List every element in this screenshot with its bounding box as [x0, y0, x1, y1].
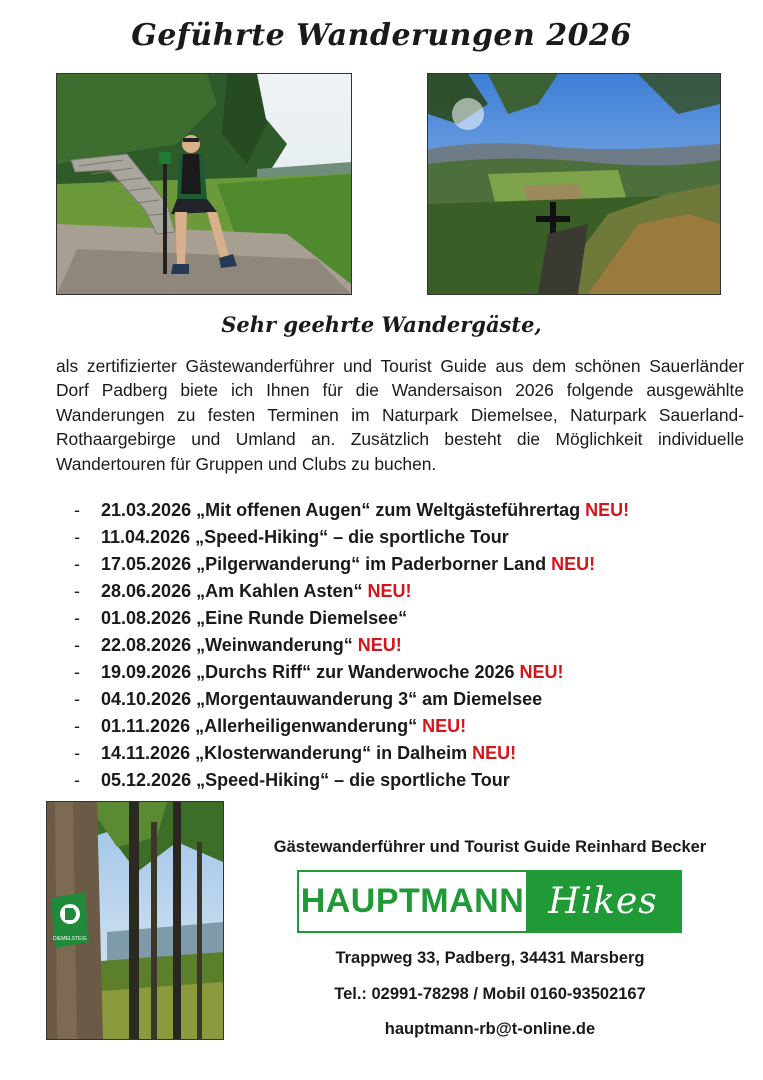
list-item — [74, 743, 714, 770]
hike-list — [74, 500, 714, 797]
new-badge: NEU! — [585, 500, 630, 520]
hauptmann-hikes-logo — [297, 870, 682, 933]
photo-hiker-on-bench — [56, 73, 352, 295]
list-bullet: - — [74, 662, 80, 682]
photo-valley-landscape — [427, 73, 721, 295]
list-item — [74, 608, 714, 635]
hike-text: 11.04.2026 „Speed-Hiking“ – die sportliche Tour — [101, 527, 509, 547]
hike-text: 05.12.2026 „Speed-Hiking“ – die sportliche Tour — [101, 770, 510, 790]
page-title: Geführte Wanderungen 2026 — [131, 18, 632, 53]
hike-text: 01.08.2026 „Eine Runde Diemelsee“ — [101, 608, 408, 628]
list-item — [74, 581, 714, 608]
guide-name: Gästewanderführer und Tourist Guide Reinhard Becker — [273, 838, 707, 856]
list-bullet: - — [74, 581, 80, 601]
intro-paragraph: als zertifizierter Gästewanderführer und Tourist Guide aus dem schönen Sauerländer Dorf Padberg biete ich Ihnen für die Wandersaison 2026 folgende ausgewählte Wanderungen zu festen Terminen im Naturpark Diemelsee, Naturpark Sauerland-Rothaargebirge und Umland an. Zusätzlich besteht die Möglichkeit individuelle Wandertouren für Gruppen und Clubs zu buchen. — [56, 356, 744, 474]
list-item — [74, 527, 714, 554]
new-badge: NEU! — [551, 554, 596, 574]
photo-forest-trail-sign — [46, 801, 224, 1040]
list-item — [74, 635, 714, 662]
logo-right-text: Hikes — [526, 872, 680, 931]
list-bullet: - — [74, 689, 80, 709]
list-item — [74, 662, 714, 689]
list-bullet: - — [74, 554, 80, 574]
list-item — [74, 500, 714, 527]
new-badge: NEU! — [472, 743, 517, 763]
list-item — [74, 770, 714, 797]
new-badge: NEU! — [367, 581, 412, 601]
list-item — [74, 716, 714, 743]
greeting: Sehr geehrte Wandergäste, — [221, 312, 542, 337]
contact-phone: Tel.: 02991-78298 / Mobil 0160-93502167 — [334, 985, 646, 1003]
hike-text: 04.10.2026 „Morgentauwanderung 3“ am Diemelsee — [101, 689, 543, 709]
logo-left-text: HAUPTMANN — [300, 882, 525, 920]
hike-text: 22.08.2026 „Weinwanderung“ — [101, 635, 353, 655]
list-bullet: - — [74, 527, 80, 547]
list-bullet: - — [74, 500, 80, 520]
contact-email[interactable]: hauptmann-rb@t-online.de — [384, 1020, 596, 1038]
list-bullet: - — [74, 743, 80, 763]
list-bullet: - — [74, 608, 80, 628]
new-badge: NEU! — [422, 716, 467, 736]
hike-text: 01.11.2026 „Allerheiligenwanderung“ — [101, 716, 418, 736]
hike-text: 17.05.2026 „Pilgerwanderung“ im Paderborner Land — [101, 554, 547, 574]
list-item — [74, 554, 714, 581]
list-bullet: - — [74, 770, 80, 790]
contact-address: Trappweg 33, Padberg, 34431 Marsberg — [335, 949, 645, 967]
sign-text: DIEMELSTEIG — [53, 936, 87, 942]
hike-text: 21.03.2026 „Mit offenen Augen“ zum Weltgästeführertag — [101, 500, 581, 520]
list-bullet: - — [74, 716, 80, 736]
new-badge: NEU! — [519, 662, 564, 682]
hike-text: 14.11.2026 „Klosterwanderung“ in Dalheim — [101, 743, 468, 763]
list-bullet: - — [74, 635, 80, 655]
hike-text: 28.06.2026 „Am Kahlen Asten“ — [101, 581, 363, 601]
new-badge: NEU! — [357, 635, 402, 655]
list-item — [74, 689, 714, 716]
hike-text: 19.09.2026 „Durchs Riff“ zur Wanderwoche 2026 — [101, 662, 515, 682]
